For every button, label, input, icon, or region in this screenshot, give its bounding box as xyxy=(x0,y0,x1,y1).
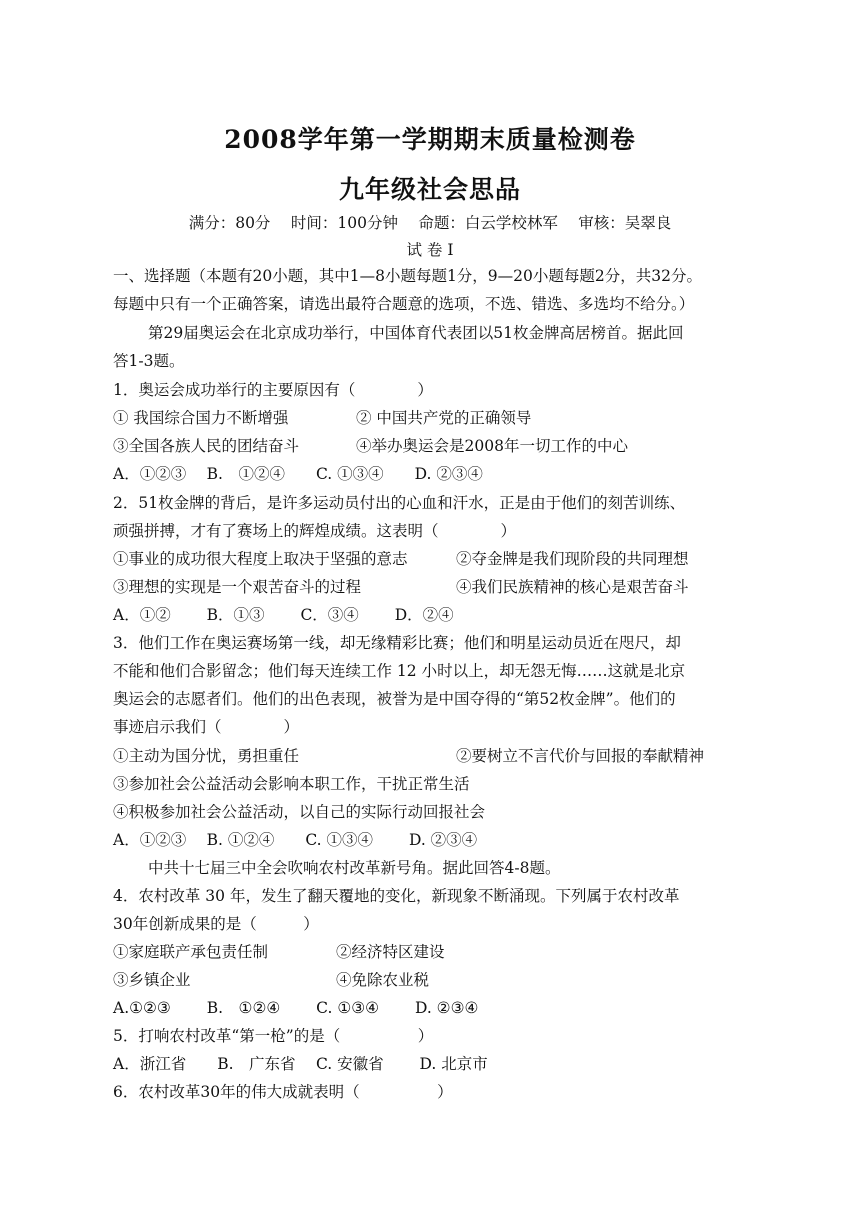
section-heading: 每题中只有一个正确答案，请选出最符合题意的选项，不选、错选、多选均不给分。） xyxy=(113,295,695,313)
option-text: ④免除农业税 xyxy=(336,971,430,989)
intro-text: 中共十七届三中全会吹响农村改革新号角。据此回答4-8题。 xyxy=(148,859,561,877)
question-stem: 顽强拼搏，才有了赛场上的辉煌成绩。这表明（ ） xyxy=(113,522,517,540)
question-option-row xyxy=(113,970,753,990)
question-stem: 2．51枚金牌的背后，是许多运动员付出的心血和汗水，正是由于他们的刻苦训练、 xyxy=(113,494,686,512)
question-option-row xyxy=(113,408,753,428)
exam-title: 2008学年第一学期期末质量检测卷 xyxy=(224,125,636,154)
question-option-row xyxy=(113,549,753,569)
question-stem: 1．奥运会成功举行的主要原因有（ ） xyxy=(113,381,433,399)
option-text: ④举办奥运会是2008年一切工作的中心 xyxy=(356,437,628,455)
option-text: ② 中国共产党的正确领导 xyxy=(356,409,532,427)
option-text: ④我们民族精神的核心是艰苦奋斗 xyxy=(456,578,689,596)
option-text: ① 我国综合国力不断增强 xyxy=(113,409,289,427)
option-text: ②夺金牌是我们现阶段的共同理想 xyxy=(456,550,689,568)
option-text: ③全国各族人民的团结奋斗 xyxy=(113,437,300,455)
option-text: ③乡镇企业 xyxy=(113,971,191,989)
question-option-row xyxy=(113,746,753,766)
option-text: ①事业的成功很大程度上取决于坚强的意志 xyxy=(113,550,408,568)
question-stem: 5．打响农村改革“第一枪”的是（ ） xyxy=(113,1027,434,1045)
question-option-row xyxy=(113,942,753,962)
question-stem: 4．农村改革 30 年，发生了翻天覆地的变化，新现象不断涌现。下列属于农村改革 xyxy=(113,887,680,905)
option-text: ③理想的实现是一个艰苦奋斗的过程 xyxy=(113,578,362,596)
question-stem: 30年创新成果的是（ ） xyxy=(113,915,319,933)
answer-choices: A．①②③ B. ①②④ C. ①③④ D. ②③④ xyxy=(113,831,478,849)
question-stem: 奥运会的志愿者们。他们的出色表现，被誉为是中国夺得的“第52枚金牌”。他们的 xyxy=(113,690,676,708)
answer-choices: A.①②③ B. ①②④ C. ①③④ D. ②③④ xyxy=(113,999,479,1017)
question-stem: 6．农村改革30年的伟大成就表明（ ） xyxy=(113,1083,453,1101)
question-option-row xyxy=(113,577,753,597)
answer-choices: A．浙江省 B. 广东省 C. 安徽省 D. 北京市 xyxy=(113,1055,488,1073)
section-heading: 一、选择题（本题有20小题，其中1—8小题每题1分，9—20小题每题2分，共32分。 xyxy=(113,267,702,285)
question-stem: 事迹启示我们（ ） xyxy=(113,718,300,736)
option-text: ③参加社会公益活动会影响本职工作，干扰正常生活 xyxy=(113,775,470,793)
exam-subtitle: 九年级社会思品 xyxy=(338,175,521,204)
answer-choices: A．①② B．①③ C．③④ D．②④ xyxy=(113,606,454,624)
option-text: ②要树立不言代价与回报的奉献精神 xyxy=(456,747,705,765)
option-text: ②经济特区建设 xyxy=(336,943,445,961)
option-text: ①家庭联产承包责任制 xyxy=(113,943,269,961)
answer-choices: A．①②③ B. ①②④ C. ①③④ D. ②③④ xyxy=(113,465,483,483)
intro-text: 第29届奥运会在北京成功举行，中国体育代表团以51枚金牌高居榜首。据此回 xyxy=(148,324,684,342)
intro-text: 答1-3题。 xyxy=(113,352,185,370)
paper-label: 试 卷 Ⅰ xyxy=(406,241,454,259)
option-text: ④积极参加社会公益活动，以自己的实际行动回报社会 xyxy=(113,803,486,821)
question-stem: 3．他们工作在奥运赛场第一线，却无缘精彩比赛；他们和明星运动员近在咫尺，却 xyxy=(113,634,681,652)
exam-meta: 满分：80分 时间：100分钟 命题：白云学校林军 审核：吴翠良 xyxy=(188,214,672,232)
question-option-row xyxy=(113,436,753,456)
question-stem: 不能和他们合影留念；他们每天连续工作 12 小时以上，却无怨无悔……这就是北京 xyxy=(113,662,686,680)
option-text: ①主动为国分忧，勇担重任 xyxy=(113,747,300,765)
